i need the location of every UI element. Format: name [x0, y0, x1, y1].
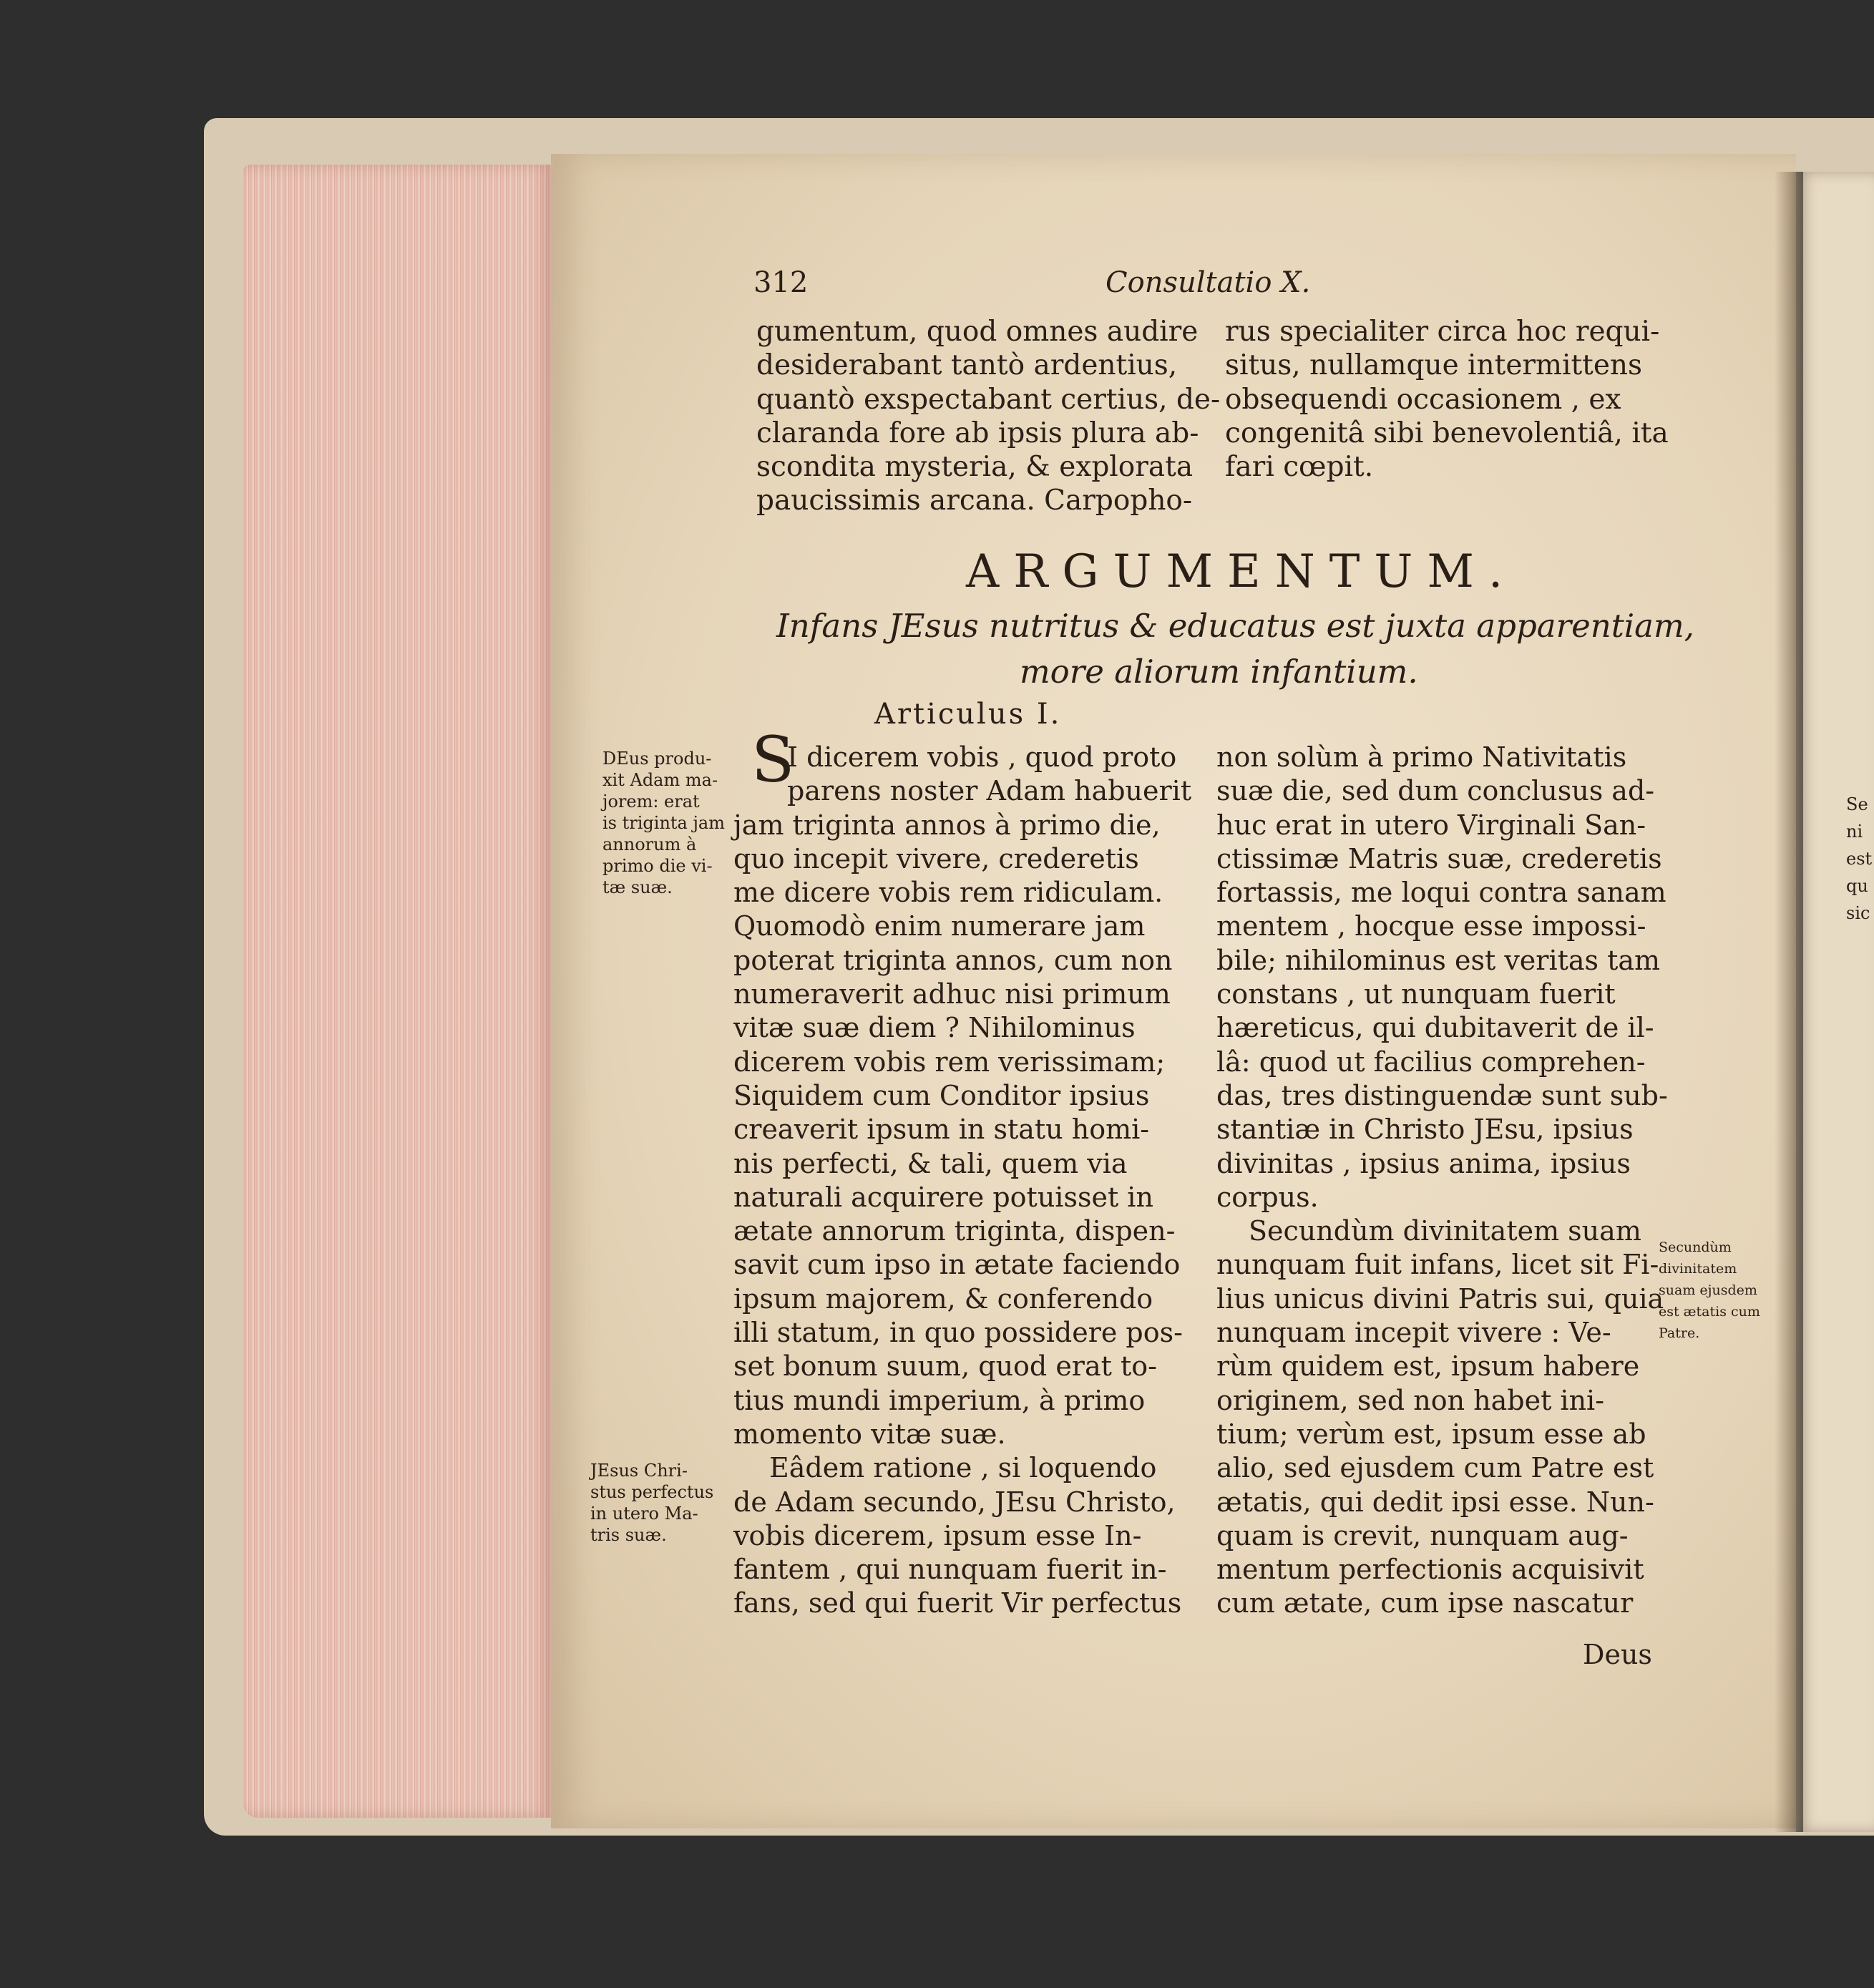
- text-line: stantiæ in Christo JEsu, ipsius: [1216, 1114, 1634, 1146]
- text-line: tium; verùm est, ipsum esse ab: [1216, 1418, 1646, 1450]
- margin-line: tæ suæ.: [602, 877, 673, 897]
- body-left-column: [733, 741, 1191, 1621]
- text-line: suæ die, sed dum conclusus ad-: [1216, 775, 1655, 807]
- fragment: qu: [1846, 876, 1868, 896]
- text-line: alio, sed ejusdem cum Patre est: [1216, 1452, 1654, 1484]
- text-line: set bonum suum, quod erat to-: [733, 1350, 1157, 1383]
- margin-line: JEsus Chri-: [590, 1461, 688, 1481]
- catchword: Deus: [1583, 1639, 1652, 1670]
- fragment: ni: [1846, 822, 1863, 842]
- text-line: parens noster Adam habuerit: [787, 775, 1192, 807]
- margin-line: is triginta jam: [602, 813, 725, 833]
- running-head: Consultatio X.: [1106, 266, 1311, 299]
- text-line: fari cœpit.: [1225, 451, 1374, 484]
- facing-page: [1796, 172, 1874, 1832]
- text-line: lâ: quod ut facilius comprehen-: [1216, 1046, 1646, 1078]
- margin-line: DEus produ-: [602, 749, 712, 769]
- text-line: vitæ suæ diem ? Nihilominus: [733, 1012, 1136, 1044]
- section-subtitle-line2: more aliorum infantium.: [1020, 653, 1418, 691]
- text-line: numeraverit adhuc nisi primum: [733, 978, 1171, 1010]
- margin-line: suam ejusdem: [1659, 1282, 1757, 1298]
- text-line: jam triginta annos à primo die,: [733, 809, 1161, 841]
- text-line: de Adam secundo, JEsu Christo,: [733, 1486, 1176, 1518]
- text-line: nunquam incepit vivere : Ve-: [1216, 1317, 1611, 1349]
- text-line: Quomodò enim numerare jam: [733, 910, 1146, 942]
- margin-line: divinitatem: [1659, 1261, 1737, 1277]
- text-line: Eâdem ratione , si loquendo: [769, 1452, 1157, 1484]
- text-line: momento vitæ suæ.: [733, 1418, 1006, 1450]
- book-gutter: [1775, 172, 1803, 1832]
- text-line: mentum perfectionis acquisivit: [1216, 1554, 1644, 1586]
- text-line: I dicerem vobis , quod proto: [787, 741, 1177, 773]
- text-line: cum ætate, cum ipse nascatur: [1216, 1587, 1634, 1619]
- facing-page-margin-fragments: [1846, 791, 1872, 927]
- text-line: savit cum ipso in ætate faciendo: [733, 1249, 1181, 1281]
- margin-line: xit Adam ma-: [602, 770, 718, 790]
- margin-note-adam: [602, 748, 725, 898]
- text-line: Secundùm divinitatem suam: [1249, 1215, 1641, 1247]
- text-line: quo incepit vivere, crederetis: [733, 842, 1139, 874]
- text-line: ætatis, qui dedit ipsi esse. Nun-: [1216, 1486, 1654, 1518]
- page-number: 312: [753, 266, 809, 299]
- text-line: quantò exspectabant certius, de-: [756, 383, 1221, 416]
- margin-line: Patre.: [1659, 1325, 1700, 1341]
- text-line: rùm quidem est, ipsum habere: [1216, 1350, 1640, 1383]
- section-subtitle-line1: Infans JEsus nutritus & educatus est juxta apparentiam,: [776, 607, 1694, 645]
- body-right-column: [1216, 741, 1668, 1621]
- text-line: tius mundi imperium, à primo: [733, 1384, 1146, 1416]
- article-heading: Articulus I.: [874, 698, 1062, 731]
- text-line: ipsum majorem, & conferendo: [733, 1282, 1153, 1315]
- text-line: constans , ut nunquam fuerit: [1216, 978, 1616, 1010]
- text-line: dicerem vobis rem verissimam;: [733, 1046, 1166, 1078]
- fragment: sic: [1846, 903, 1870, 923]
- text-line: scondita mysteria, & explorata: [756, 451, 1194, 484]
- text-line: non solùm à primo Nativitatis: [1216, 741, 1627, 773]
- text-line: quam is crevit, nunquam aug-: [1216, 1519, 1629, 1551]
- text-line: creaverit ipsum in statu homi-: [733, 1114, 1150, 1146]
- text-line: vobis dicerem, ipsum esse In-: [733, 1519, 1142, 1551]
- fragment: Se: [1846, 794, 1868, 814]
- text-line: rus specialiter circa hoc requi-: [1225, 316, 1660, 348]
- text-line: obsequendi occasionem , ex: [1225, 383, 1621, 416]
- margin-line: stus perfectus: [590, 1482, 714, 1502]
- fragment: est: [1846, 849, 1873, 869]
- text-line: illi statum, in quo possidere pos-: [733, 1317, 1183, 1349]
- drop-cap: S: [751, 723, 795, 796]
- text-line: desiderabant tantò ardentius,: [756, 349, 1178, 382]
- margin-line: jorem: erat: [602, 791, 700, 812]
- text-line: Siquidem cum Conditor ipsius: [733, 1079, 1150, 1111]
- margin-line: tris suæ.: [590, 1525, 667, 1545]
- text-line: nis perfecti, & tali, quem via: [733, 1147, 1128, 1179]
- text-line: fortassis, me loqui contra sanam: [1216, 877, 1666, 909]
- text-line: poterat triginta annos, cum non: [733, 944, 1173, 976]
- text-line: divinitas , ipsius anima, ipsius: [1216, 1147, 1631, 1179]
- text-line: fans, sed qui fuerit Vir perfectus: [733, 1587, 1182, 1619]
- text-line: hæreticus, qui dubitaverit de il-: [1216, 1012, 1654, 1044]
- text-line: bile; nihilominus est veritas tam: [1216, 944, 1661, 976]
- text-line: das, tres distinguendæ sunt sub-: [1216, 1079, 1668, 1111]
- text-line: ætate annorum triginta, dispen-: [733, 1215, 1176, 1247]
- page-edges-stack: [243, 165, 551, 1818]
- margin-line: in utero Ma-: [590, 1504, 698, 1524]
- text-line: huc erat in utero Virginali San-: [1216, 809, 1646, 841]
- text-line: nunquam fuit infans, licet sit Fi-: [1216, 1249, 1659, 1281]
- text-line: ctissimæ Matris suæ, crederetis: [1216, 842, 1662, 874]
- text-line: lius unicus divini Patris sui, quia: [1216, 1282, 1664, 1315]
- intro-left-column: [756, 315, 1220, 518]
- margin-note-jesus: [590, 1460, 713, 1546]
- text-line: originem, sed non habet ini-: [1216, 1384, 1605, 1416]
- margin-line: est ætatis cum: [1659, 1304, 1760, 1320]
- margin-line: annorum à: [602, 834, 697, 854]
- text-line: paucissimis arcana. Carpopho-: [756, 484, 1193, 517]
- margin-line: Secundùm: [1659, 1239, 1732, 1255]
- text-line: fantem , qui nunquam fuerit in-: [733, 1554, 1167, 1586]
- intro-right-column: [1225, 315, 1669, 484]
- text-line: me dicere vobis rem ridiculam.: [733, 877, 1163, 909]
- section-title: ARGUMENTUM.: [966, 545, 1518, 598]
- text-line: mentem , hocque esse impossi-: [1216, 910, 1646, 942]
- text-line: corpus.: [1216, 1181, 1319, 1213]
- text-line: congenitâ sibi benevolentiâ, ita: [1225, 416, 1669, 449]
- margin-line: primo die vi-: [602, 856, 713, 876]
- text-line: claranda fore ab ipsis plura ab-: [756, 416, 1199, 449]
- text-line: naturali acquirere potuisset in: [733, 1181, 1153, 1213]
- text-line: situs, nullamque intermittens: [1225, 349, 1643, 382]
- text-line: gumentum, quod omnes audire: [756, 316, 1199, 348]
- margin-note-divinity: [1659, 1237, 1760, 1344]
